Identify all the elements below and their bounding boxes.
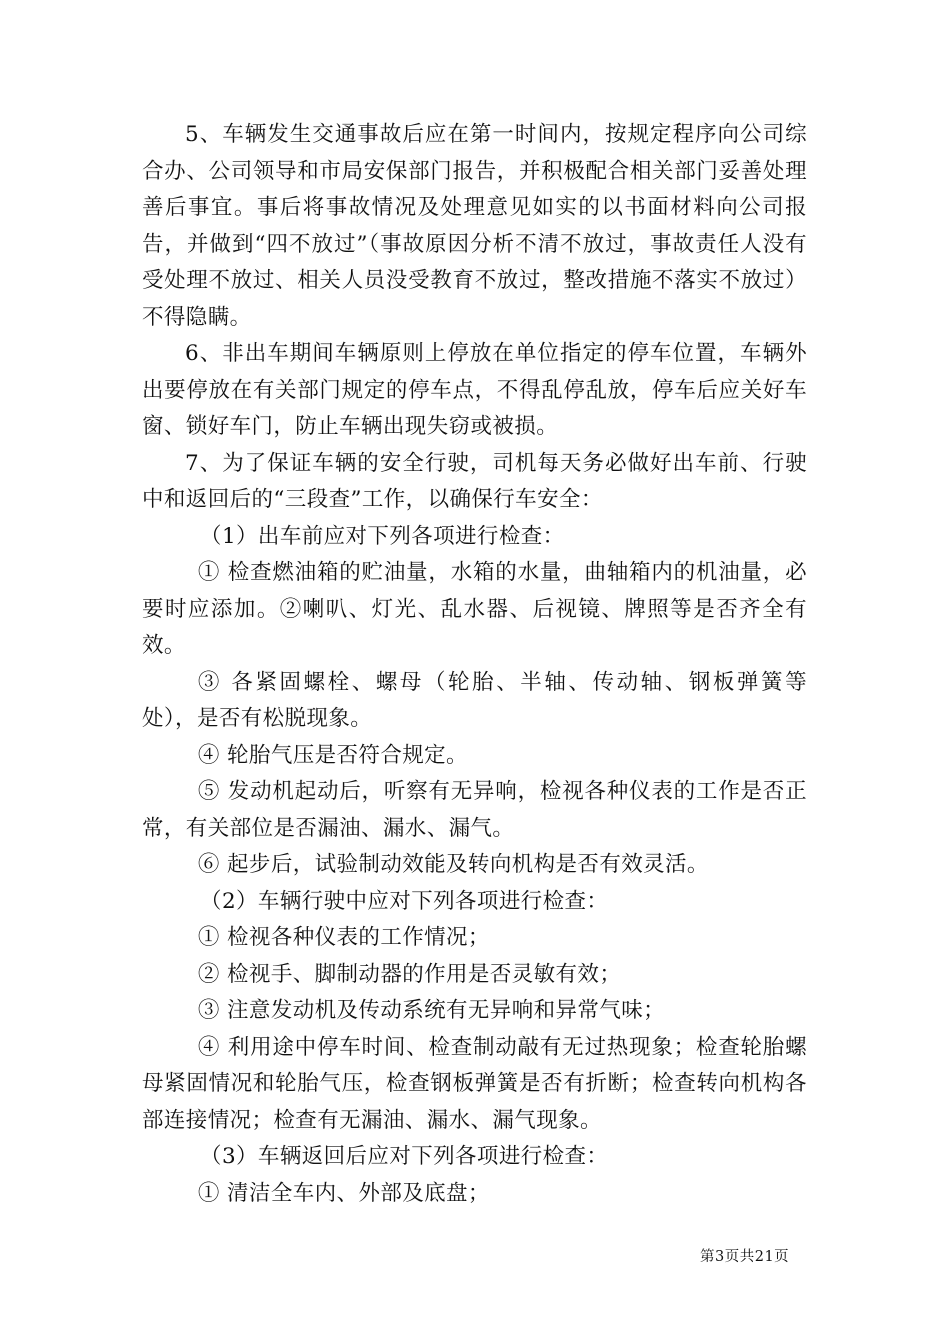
list-item: ⑤ 发动机起动后，听察有无异响，检视各种仪表的工作是否正常，有关部位是否漏油、漏水、漏气。	[142, 779, 807, 841]
list-item: ① 清洁全车内、外部及底盘；	[197, 1180, 490, 1206]
subheading-after-return: （3）车辆返回后应对下列各项进行检查：	[200, 1144, 609, 1169]
paragraph-6-parking: 6、非出车期间车辆原则上停放在单位指定的停车位置，车辆外出要停放在有关部门规定的停车点，不得乱停乱放，停车后应关好车窗、锁好车门，防止车辆出现失窃或被损。	[142, 341, 807, 439]
list-item: ③ 各紧固螺栓、螺母（轮胎、半轴、传动轴、钢板弹簧等处），是否有松脱现象。	[142, 669, 807, 731]
list-item: ① 检视各种仪表的工作情况；	[197, 925, 490, 950]
paragraph-5-accident-report: 5、车辆发生交通事故后应在第一时间内，按规定程序向公司综合办、公司领导和市局安保部门报告，并积极配合相关部门妥善处理善后事宜。事后将事故情况及处理意见如实的以书面材料向公司报告，并做到“四不放过”（事故原因分析不清不放过，事故责任人没有受处理不放过、相关人员没受教育不放过，整改措施不落实不放过）不得隐瞒。	[142, 122, 807, 330]
document-body	[142, 117, 807, 1212]
paragraph-7-three-stage-check: 7、为了保证车辆的安全行驶，司机每天务必做好出车前、行驶中和返回后的“三段查”工作，以确保行车安全：	[142, 450, 807, 512]
page-number-footer: 第3页共21页	[700, 1249, 790, 1265]
list-item: ① 检查燃油箱的贮油量，水箱的水量，曲轴箱内的机油量，必要时应添加。②喇叭、灯光、乱水器、后视镜、牌照等是否齐全有效。	[142, 560, 807, 658]
list-item: ④ 轮胎气压是否符合规定。	[197, 742, 468, 768]
list-item: ⑥ 起步后，试验制动效能及转向机构是否有效灵活。	[197, 852, 709, 877]
subheading-while-driving: （2）车辆行驶中应对下列各项进行检查：	[200, 888, 609, 914]
list-item: ④ 利用途中停车时间、检查制动敲有无过热现象；检查轮胎螺母紧固情况和轮胎气压，检查钢板弹簧是否有折断；检查转向机构各部连接情况；检查有无漏油、漏水、漏气现象。	[142, 1034, 807, 1133]
subheading-before-departure: （1）出车前应对下列各项进行检查：	[200, 523, 565, 549]
list-item: ③ 注意发动机及传动系统有无异响和异常气味；	[197, 998, 666, 1023]
list-item: ② 检视手、脚制动器的作用是否灵敏有效；	[197, 961, 622, 987]
